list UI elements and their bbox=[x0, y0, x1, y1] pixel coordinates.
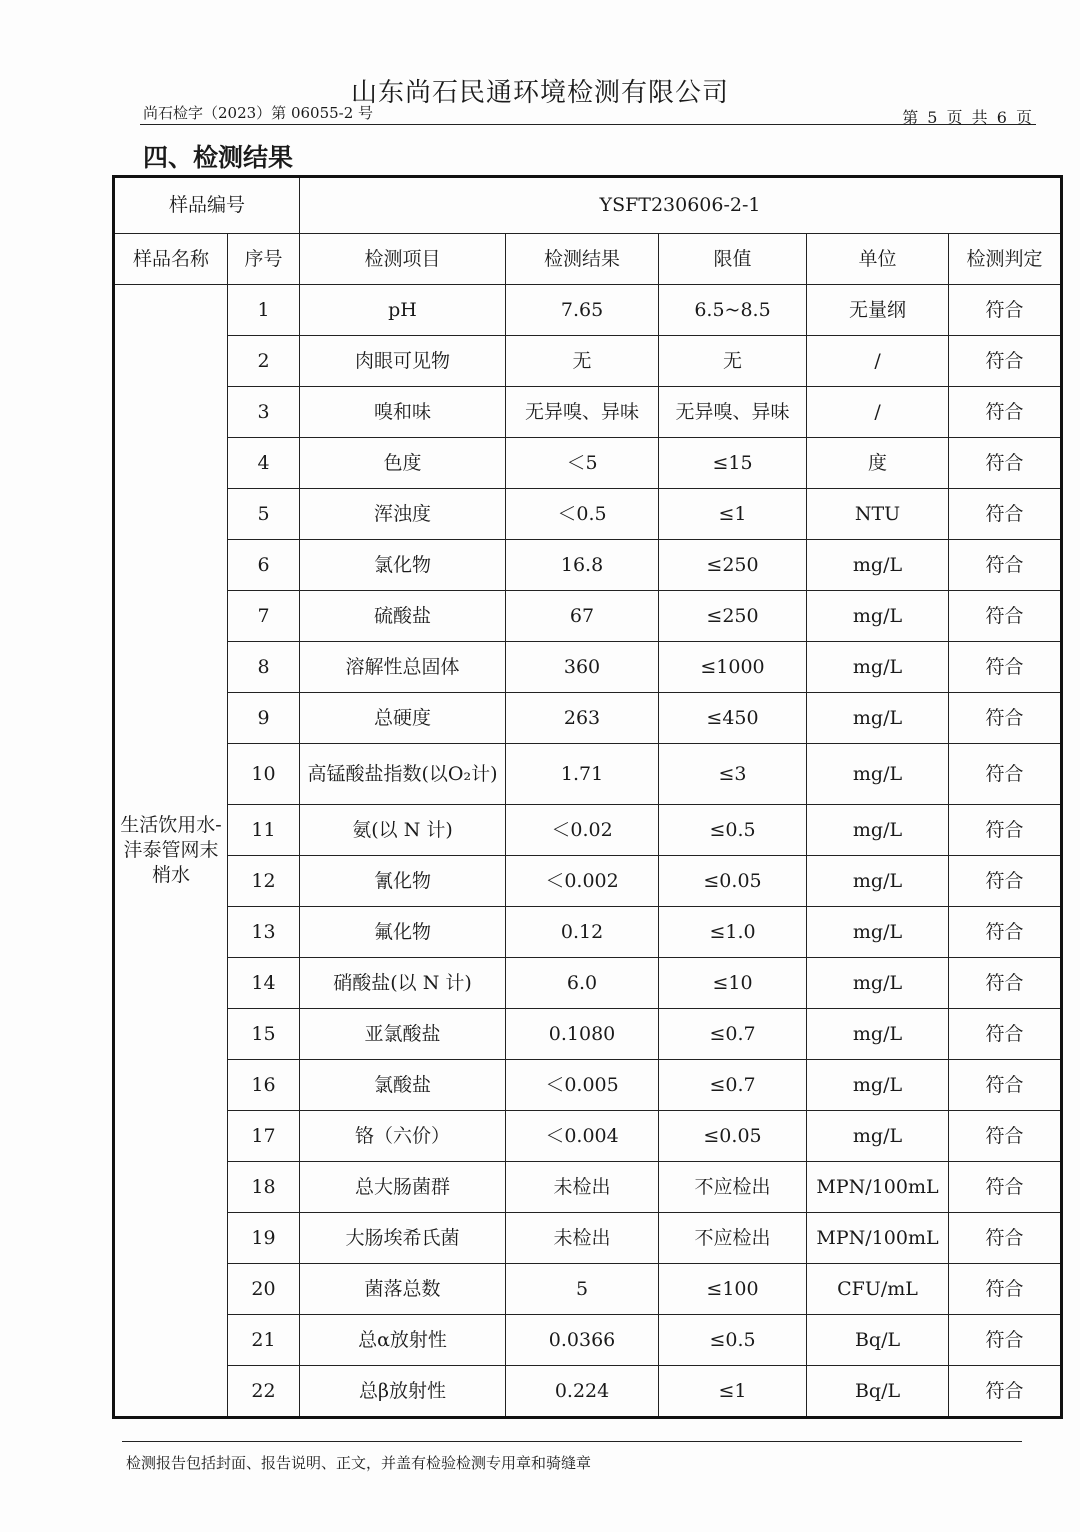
table-row bbox=[114, 744, 1062, 805]
cell-judgement: 符合 bbox=[949, 744, 1062, 805]
cell-unit: mg/L bbox=[807, 591, 949, 642]
cell-result: 5 bbox=[506, 1264, 659, 1315]
cell-judgement: 符合 bbox=[949, 1009, 1062, 1060]
table-row bbox=[114, 285, 1062, 336]
cell-limit: ≤0.7 bbox=[659, 1060, 807, 1111]
header-result: 检测结果 bbox=[506, 234, 659, 285]
table-row bbox=[114, 1315, 1062, 1366]
table-row bbox=[114, 591, 1062, 642]
table-row bbox=[114, 1213, 1062, 1264]
cell-result: 未检出 bbox=[506, 1213, 659, 1264]
sample-code-row bbox=[114, 177, 1062, 234]
cell-seq: 8 bbox=[228, 642, 300, 693]
report-number: 尚石检字（2023）第 06055-2 号 bbox=[143, 104, 374, 122]
cell-judgement: 符合 bbox=[949, 642, 1062, 693]
cell-limit: ≤0.5 bbox=[659, 805, 807, 856]
cell-judgement: 符合 bbox=[949, 1060, 1062, 1111]
cell-limit: ≤1.0 bbox=[659, 907, 807, 958]
cell-unit: mg/L bbox=[807, 1111, 949, 1162]
cell-seq: 19 bbox=[228, 1213, 300, 1264]
table-row bbox=[114, 1366, 1062, 1418]
cell-item: 硫酸盐 bbox=[300, 591, 506, 642]
cell-unit: / bbox=[807, 387, 949, 438]
cell-item: 嗅和味 bbox=[300, 387, 506, 438]
cell-limit: ≤0.05 bbox=[659, 856, 807, 907]
section-title: 四、检测结果 bbox=[143, 143, 294, 172]
cell-result: 0.1080 bbox=[506, 1009, 659, 1060]
cell-seq: 11 bbox=[228, 805, 300, 856]
footer-divider bbox=[122, 1441, 1022, 1442]
cell-seq: 9 bbox=[228, 693, 300, 744]
cell-seq: 12 bbox=[228, 856, 300, 907]
table-row bbox=[114, 805, 1062, 856]
cell-limit: ≤100 bbox=[659, 1264, 807, 1315]
cell-result: 0.12 bbox=[506, 907, 659, 958]
cell-result: 无 bbox=[506, 336, 659, 387]
cell-judgement: 符合 bbox=[949, 907, 1062, 958]
cell-seq: 13 bbox=[228, 907, 300, 958]
cell-unit: CFU/mL bbox=[807, 1264, 949, 1315]
cell-limit: 无异嗅、异味 bbox=[659, 387, 807, 438]
cell-seq: 18 bbox=[228, 1162, 300, 1213]
table-row bbox=[114, 1111, 1062, 1162]
cell-unit: mg/L bbox=[807, 1009, 949, 1060]
cell-seq: 5 bbox=[228, 489, 300, 540]
cell-item: 氟化物 bbox=[300, 907, 506, 958]
cell-item: 总β放射性 bbox=[300, 1366, 506, 1418]
footer-note: 检测报告包括封面、报告说明、正文，并盖有检验检测专用章和骑缝章 bbox=[126, 1454, 592, 1472]
table-row bbox=[114, 540, 1062, 591]
cell-judgement: 符合 bbox=[949, 489, 1062, 540]
cell-limit: ≤0.5 bbox=[659, 1315, 807, 1366]
cell-judgement: 符合 bbox=[949, 438, 1062, 489]
cell-unit: 度 bbox=[807, 438, 949, 489]
cell-result: 67 bbox=[506, 591, 659, 642]
table-row bbox=[114, 1060, 1062, 1111]
cell-limit: ≤0.05 bbox=[659, 1111, 807, 1162]
cell-item: 高锰酸盐指数(以O₂计) bbox=[300, 744, 506, 805]
cell-item: 总硬度 bbox=[300, 693, 506, 744]
cell-item: 溶解性总固体 bbox=[300, 642, 506, 693]
cell-limit: 不应检出 bbox=[659, 1162, 807, 1213]
cell-seq: 14 bbox=[228, 958, 300, 1009]
table-row bbox=[114, 907, 1062, 958]
cell-item: 肉眼可见物 bbox=[300, 336, 506, 387]
sample-name-cell: 生活饮用水-沣泰管网末梢水 bbox=[114, 285, 228, 1418]
cell-result: ＜0.02 bbox=[506, 805, 659, 856]
cell-limit: ≤250 bbox=[659, 591, 807, 642]
cell-judgement: 符合 bbox=[949, 591, 1062, 642]
cell-result: 263 bbox=[506, 693, 659, 744]
cell-limit: ≤450 bbox=[659, 693, 807, 744]
cell-item: 菌落总数 bbox=[300, 1264, 506, 1315]
cell-judgement: 符合 bbox=[949, 693, 1062, 744]
table-row bbox=[114, 1009, 1062, 1060]
cell-unit: MPN/100mL bbox=[807, 1213, 949, 1264]
cell-result: 1.71 bbox=[506, 744, 659, 805]
cell-unit: mg/L bbox=[807, 744, 949, 805]
header-limit: 限值 bbox=[659, 234, 807, 285]
cell-result: ＜5 bbox=[506, 438, 659, 489]
cell-seq: 21 bbox=[228, 1315, 300, 1366]
cell-judgement: 符合 bbox=[949, 1315, 1062, 1366]
page-number: 第 5 页 共 6 页 bbox=[902, 108, 1034, 127]
header-seq: 序号 bbox=[228, 234, 300, 285]
cell-item: 总大肠菌群 bbox=[300, 1162, 506, 1213]
cell-item: 氯化物 bbox=[300, 540, 506, 591]
cell-item: pH bbox=[300, 285, 506, 336]
cell-seq: 17 bbox=[228, 1111, 300, 1162]
cell-seq: 10 bbox=[228, 744, 300, 805]
cell-unit: 无量纲 bbox=[807, 285, 949, 336]
cell-limit: ≤250 bbox=[659, 540, 807, 591]
cell-judgement: 符合 bbox=[949, 958, 1062, 1009]
cell-limit: ≤1000 bbox=[659, 642, 807, 693]
cell-unit: NTU bbox=[807, 489, 949, 540]
cell-result: 360 bbox=[506, 642, 659, 693]
cell-judgement: 符合 bbox=[949, 805, 1062, 856]
cell-seq: 2 bbox=[228, 336, 300, 387]
cell-result: ＜0.5 bbox=[506, 489, 659, 540]
cell-result: ＜0.002 bbox=[506, 856, 659, 907]
cell-result: 6.0 bbox=[506, 958, 659, 1009]
cell-judgement: 符合 bbox=[949, 336, 1062, 387]
cell-result: 未检出 bbox=[506, 1162, 659, 1213]
cell-seq: 16 bbox=[228, 1060, 300, 1111]
header-row bbox=[114, 234, 1062, 285]
header-judgement: 检测判定 bbox=[949, 234, 1062, 285]
cell-unit: mg/L bbox=[807, 856, 949, 907]
cell-item: 氰化物 bbox=[300, 856, 506, 907]
cell-result: 0.224 bbox=[506, 1366, 659, 1418]
cell-result: 0.0366 bbox=[506, 1315, 659, 1366]
cell-judgement: 符合 bbox=[949, 1162, 1062, 1213]
cell-item: 大肠埃希氏菌 bbox=[300, 1213, 506, 1264]
cell-unit: mg/L bbox=[807, 958, 949, 1009]
cell-limit: ≤10 bbox=[659, 958, 807, 1009]
table-row bbox=[114, 1162, 1062, 1213]
cell-limit: 无 bbox=[659, 336, 807, 387]
cell-judgement: 符合 bbox=[949, 1366, 1062, 1418]
header-sample-name: 样品名称 bbox=[114, 234, 228, 285]
header-divider bbox=[140, 124, 1036, 125]
cell-unit: Bq/L bbox=[807, 1315, 949, 1366]
cell-unit: MPN/100mL bbox=[807, 1162, 949, 1213]
cell-item: 色度 bbox=[300, 438, 506, 489]
results-table bbox=[112, 175, 1063, 1419]
cell-unit: mg/L bbox=[807, 642, 949, 693]
cell-item: 铬（六价） bbox=[300, 1111, 506, 1162]
cell-limit: ≤1 bbox=[659, 489, 807, 540]
cell-limit: ≤1 bbox=[659, 1366, 807, 1418]
cell-seq: 6 bbox=[228, 540, 300, 591]
table-row bbox=[114, 856, 1062, 907]
cell-seq: 3 bbox=[228, 387, 300, 438]
sample-code-value: YSFT230606-2-1 bbox=[300, 177, 1062, 234]
cell-item: 氯酸盐 bbox=[300, 1060, 506, 1111]
cell-limit: ≤0.7 bbox=[659, 1009, 807, 1060]
table-row bbox=[114, 1264, 1062, 1315]
cell-limit: 6.5~8.5 bbox=[659, 285, 807, 336]
cell-result: 7.65 bbox=[506, 285, 659, 336]
cell-item: 总α放射性 bbox=[300, 1315, 506, 1366]
cell-unit: Bq/L bbox=[807, 1366, 949, 1418]
cell-seq: 20 bbox=[228, 1264, 300, 1315]
cell-judgement: 符合 bbox=[949, 1111, 1062, 1162]
cell-seq: 15 bbox=[228, 1009, 300, 1060]
table-row bbox=[114, 642, 1062, 693]
cell-judgement: 符合 bbox=[949, 1213, 1062, 1264]
cell-unit: / bbox=[807, 336, 949, 387]
cell-item: 氨(以 N 计) bbox=[300, 805, 506, 856]
cell-unit: mg/L bbox=[807, 805, 949, 856]
sample-code-label: 样品编号 bbox=[114, 177, 300, 234]
cell-unit: mg/L bbox=[807, 540, 949, 591]
cell-item: 浑浊度 bbox=[300, 489, 506, 540]
cell-result: 16.8 bbox=[506, 540, 659, 591]
cell-result: ＜0.004 bbox=[506, 1111, 659, 1162]
cell-judgement: 符合 bbox=[949, 540, 1062, 591]
cell-result: ＜0.005 bbox=[506, 1060, 659, 1111]
cell-unit: mg/L bbox=[807, 907, 949, 958]
table-row bbox=[114, 387, 1062, 438]
header-item: 检测项目 bbox=[300, 234, 506, 285]
cell-seq: 1 bbox=[228, 285, 300, 336]
cell-limit: 不应检出 bbox=[659, 1213, 807, 1264]
table-row bbox=[114, 438, 1062, 489]
cell-seq: 4 bbox=[228, 438, 300, 489]
table-row bbox=[114, 489, 1062, 540]
cell-limit: ≤3 bbox=[659, 744, 807, 805]
header-unit: 单位 bbox=[807, 234, 949, 285]
cell-judgement: 符合 bbox=[949, 856, 1062, 907]
cell-item: 硝酸盐(以 N 计) bbox=[300, 958, 506, 1009]
table-row bbox=[114, 336, 1062, 387]
cell-result: 无异嗅、异味 bbox=[506, 387, 659, 438]
table-row bbox=[114, 693, 1062, 744]
cell-judgement: 符合 bbox=[949, 387, 1062, 438]
cell-unit: mg/L bbox=[807, 1060, 949, 1111]
company-name: 山东尚石民通环境检测有限公司 bbox=[350, 78, 729, 108]
cell-item: 亚氯酸盐 bbox=[300, 1009, 506, 1060]
cell-judgement: 符合 bbox=[949, 1264, 1062, 1315]
cell-limit: ≤15 bbox=[659, 438, 807, 489]
cell-seq: 7 bbox=[228, 591, 300, 642]
cell-judgement: 符合 bbox=[949, 285, 1062, 336]
table-row bbox=[114, 958, 1062, 1009]
cell-unit: mg/L bbox=[807, 693, 949, 744]
cell-seq: 22 bbox=[228, 1366, 300, 1418]
